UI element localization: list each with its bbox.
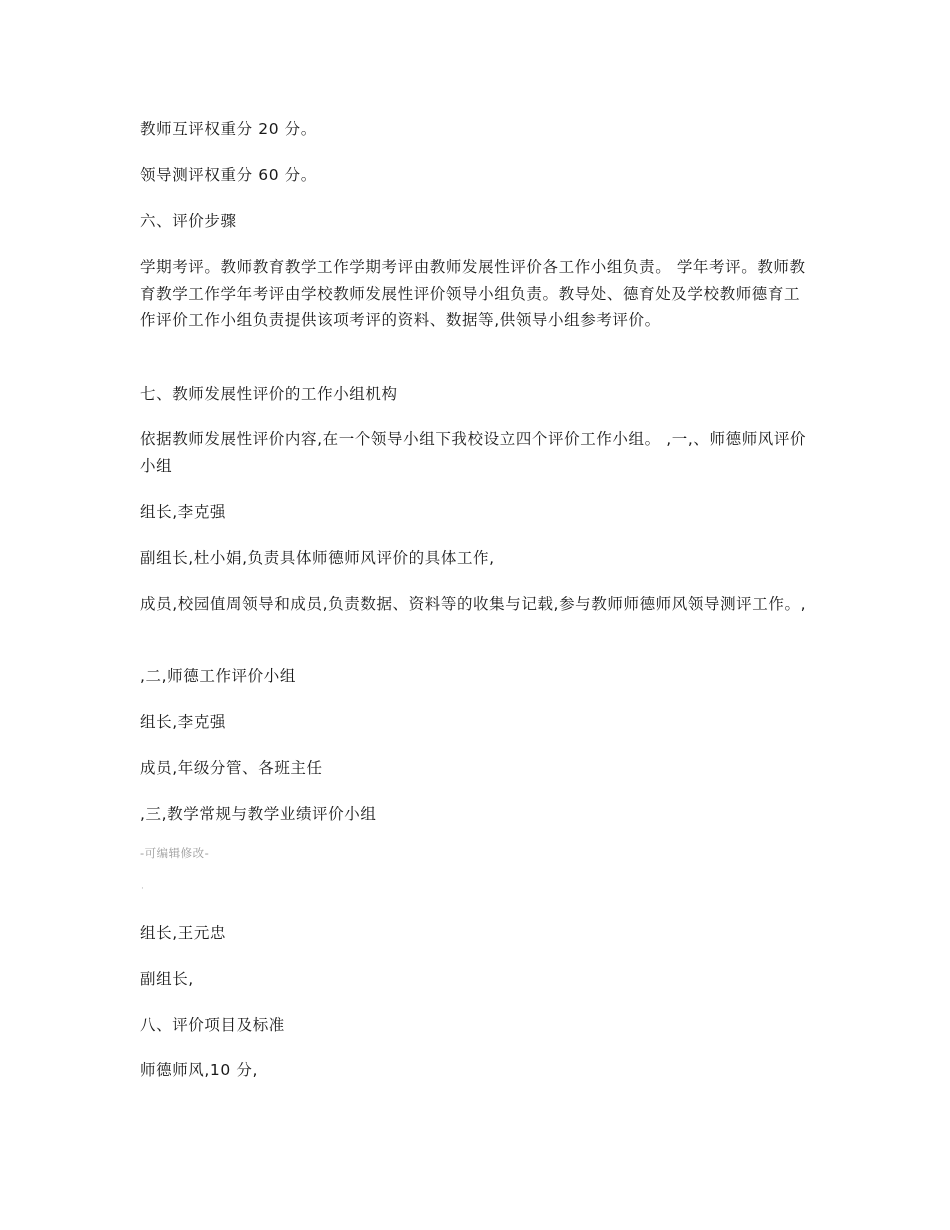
paragraph-peer-weight: 教师互评权重分 20 分。	[140, 120, 317, 138]
paragraph-deputy-leader-3: 副组长,	[140, 970, 194, 988]
paragraph-group-leader-1: 组长,李克强	[140, 503, 227, 521]
paragraph-group-basis: 依据教师发展性评价内容,在一个领导小组下我校设立四个评价工作小组。 ,一,、师德师风评价小组	[140, 430, 807, 475]
paragraph-group-leader-2: 组长,李克强	[140, 713, 227, 731]
paragraph-members-1: 成员,校园值周领导和成员,负责数据、资料等的收集与记载,参与教师师德师风领导测评工作。,	[140, 595, 807, 613]
heading-evaluation-steps: 六、评价步骤	[140, 212, 237, 230]
page-break-dot: ·	[141, 884, 144, 894]
editable-note: -可编辑修改-	[140, 846, 210, 860]
paragraph-leader-weight: 领导测评权重分 60 分。	[140, 166, 317, 184]
paragraph-ethics-score: 师德师风,10 分,	[140, 1061, 259, 1079]
heading-evaluation-items: 八、评价项目及标准	[140, 1016, 285, 1034]
paragraph-deputy-leader-1: 副组长,杜小娟,负责具体师德师风评价的具体工作,	[140, 549, 495, 567]
paragraph-group-leader-3: 组长,王元忠	[140, 924, 227, 942]
heading-group-3: ,三,教学常规与教学业绩评价小组	[140, 805, 377, 823]
heading-group-2: ,二,师德工作评价小组	[140, 667, 296, 685]
paragraph-members-2: 成员,年级分管、各班主任	[140, 759, 323, 777]
heading-work-groups: 七、教师发展性评价的工作小组机构	[140, 385, 398, 403]
paragraph-term-evaluation: 学期考评。教师教育教学工作学期考评由教师发展性评价各工作小组负责。 学年考评。教师教育教学工作学年考评由学校教师发展性评价领导小组负责。教导处、德育处及学校教师德育工作评价工作小组负责提供该项考评的资料、数据等,供领导小组参考评价。	[140, 258, 806, 329]
